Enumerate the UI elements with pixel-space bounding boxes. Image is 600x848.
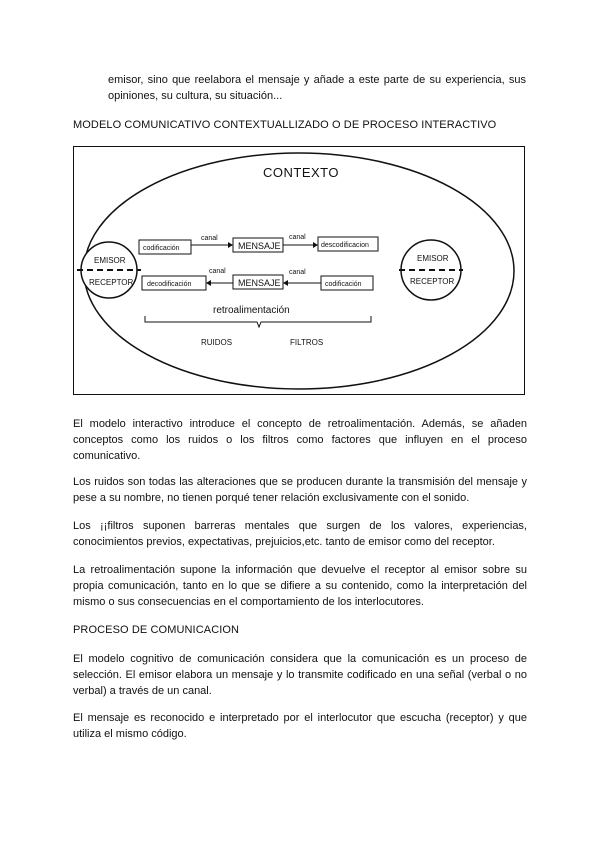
descodificacion-top-label: descodificacion — [321, 242, 369, 249]
retroalimentacion-label: retroalimentación — [213, 305, 290, 316]
filtros-label: FILTROS — [290, 338, 324, 347]
left-emisor: EMISOR — [94, 256, 126, 265]
paragraph-5: El modelo cognitivo de comunicación considera que la comunicación es un proceso de selección. El emisor elabora un mensaje y lo transmite codificado en una señal (verbal o no verbal) a través de un canal. — [73, 653, 527, 697]
right-receptor: RECEPTOR — [410, 277, 455, 286]
section-heading-proceso: PROCESO DE COMUNICACION — [73, 624, 240, 636]
decodificacion-bottom-label: decodificación — [147, 281, 192, 288]
codificacion-bottom-label: codificación — [325, 281, 362, 288]
codificacion-top-label: codificación — [143, 245, 180, 252]
intro-paragraph: emisor, sino que reelabora el mensaje y añade a este parte de su experiencia, sus opiniones, su cultura, su situación... — [108, 74, 526, 102]
communication-diagram — [73, 146, 525, 395]
section-heading-modelo: MODELO COMUNICATIVO CONTEXTUALLIZADO O DE PROCESO INTERACTIVO — [73, 119, 497, 131]
ruidos-label: RUIDOS — [201, 338, 233, 347]
paragraph-3: Los ¡¡filtros suponen barreras mentales que surgen de los valores, experiencias, conocimientos previos, expectativas, prejuicios,etc. tanto de emisor como del receptor. — [73, 520, 527, 548]
canal-4: canal — [289, 269, 306, 276]
paragraph-6: El mensaje es reconocido e interpretado por el interlocutor que escucha (receptor) y que utiliza el mismo código. — [73, 712, 527, 740]
canal-3: canal — [209, 268, 226, 275]
mensaje-bottom-label: MENSAJE — [238, 278, 281, 288]
canal-2: canal — [289, 234, 306, 241]
right-emisor: EMISOR — [417, 254, 449, 263]
left-receptor: RECEPTOR — [89, 278, 134, 287]
paragraph-2: Los ruidos son todas las alteraciones que se producen durante la transmisión del mensaje y pese a su nombre, no tienen porqué tener relación exclusivamente con el sonido. — [73, 476, 527, 504]
paragraph-4: La retroalimentación supone la información que devuelve el receptor al emisor sobre su propia comunicación, tanto en lo que se difiere a su contenido, como la interpretación del mismo o sus consecuencias en el comportamiento de los interlocutores. — [73, 564, 527, 608]
mensaje-top-label: MENSAJE — [238, 241, 281, 251]
contexto-label: CONTEXTO — [263, 165, 339, 180]
canal-1: canal — [201, 235, 218, 242]
paragraph-1: El modelo interactivo introduce el concepto de retroalimentación. Además, se añaden conceptos como los ruidos o los filtros como factores que influyen en el proceso comunicativo. — [73, 418, 527, 462]
